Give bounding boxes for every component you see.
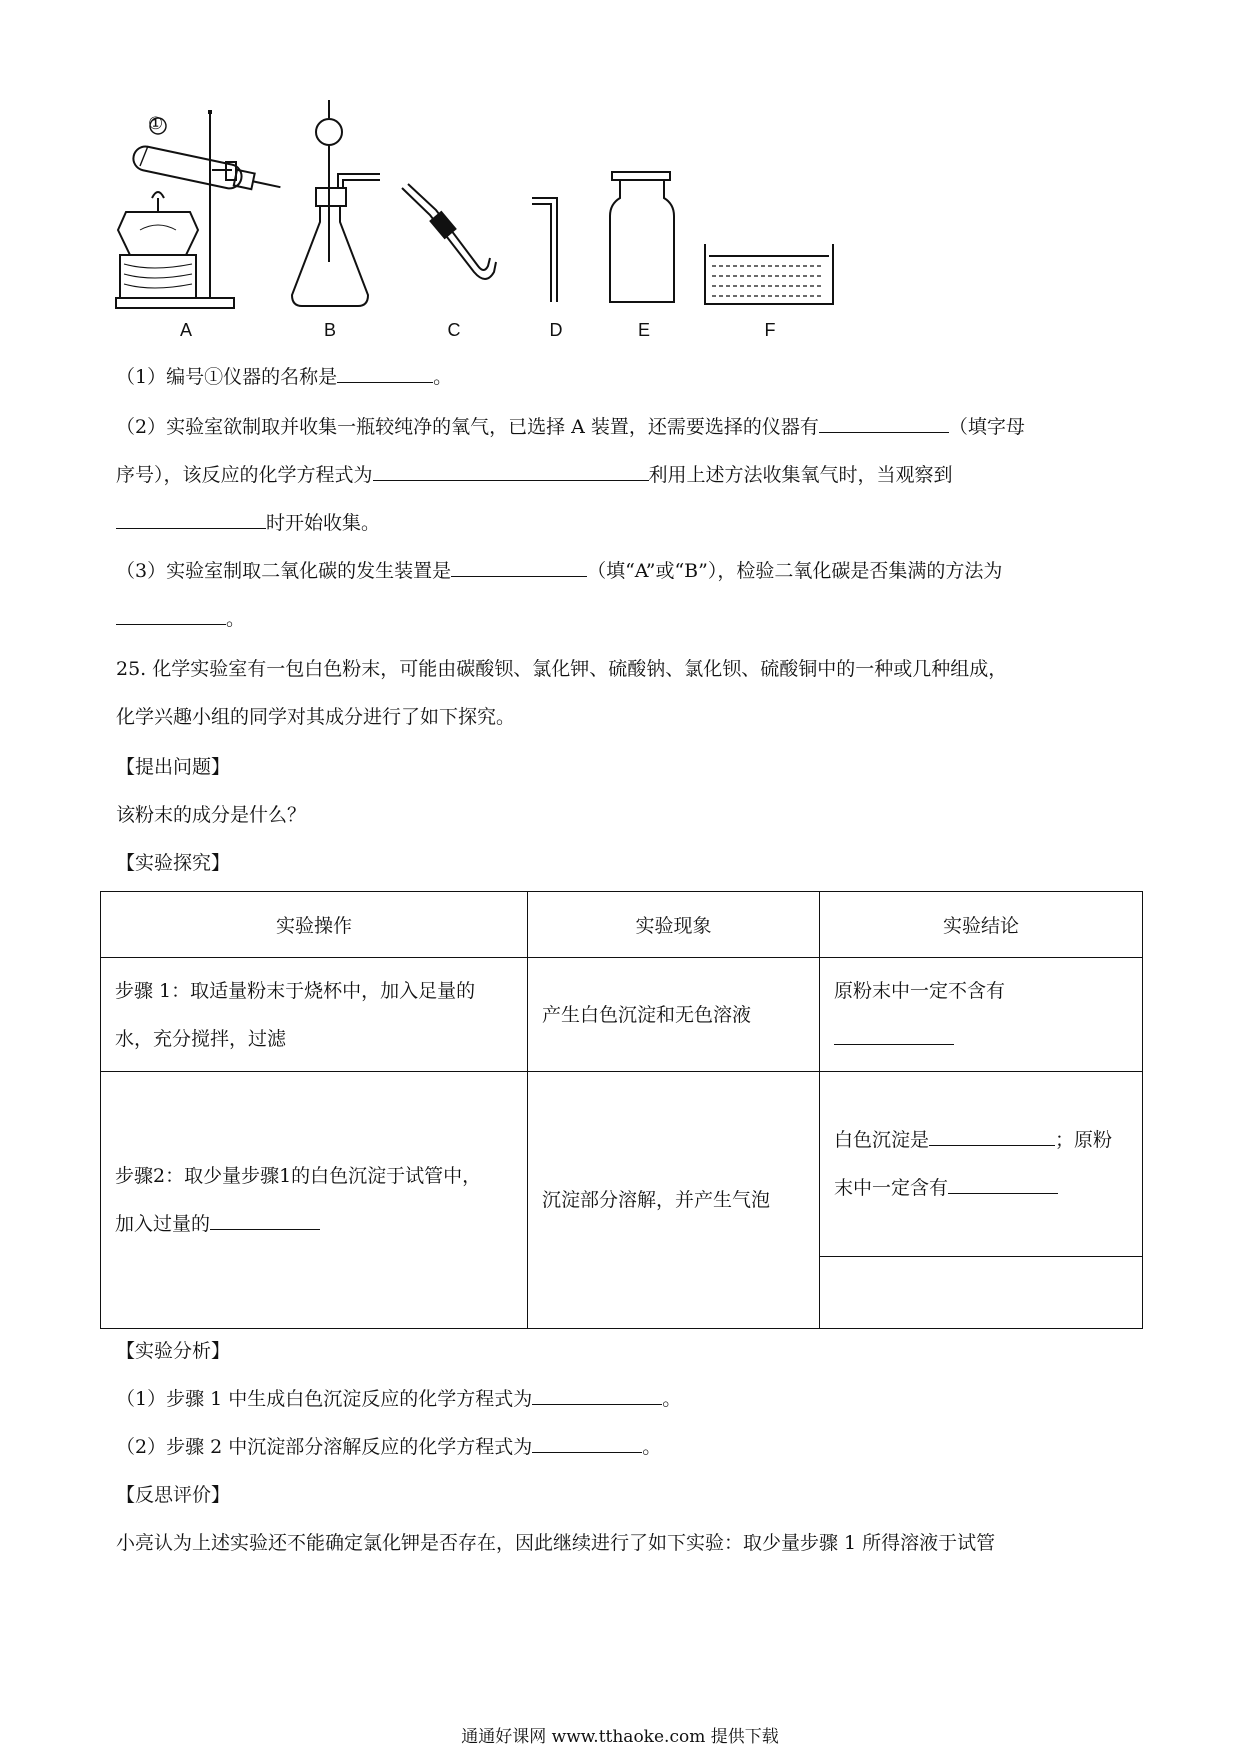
- answer-blank[interactable]: [532, 1432, 642, 1453]
- header-conclusion: 实验结论: [820, 892, 1143, 958]
- answer-blank[interactable]: [116, 604, 226, 625]
- page-footer: 通通好课网 www.tthaoke.com 提供下载: [461, 1727, 779, 1747]
- answer-blank[interactable]: [819, 412, 949, 433]
- answer-blank[interactable]: [929, 1125, 1055, 1146]
- answer-blank[interactable]: [948, 1173, 1058, 1194]
- row1-operation: 步骤 1：取适量粉末于烧杯中，加入足量的 水，充分搅拌，过滤: [101, 958, 528, 1072]
- figure-marker: ①: [148, 114, 164, 134]
- apparatus-label-c: C: [447, 320, 461, 340]
- table-row: [101, 958, 1143, 1072]
- answer-blank[interactable]: [834, 1024, 954, 1045]
- apparatus-label-f: F: [764, 320, 776, 340]
- q24-part3-line2: 。: [116, 604, 245, 634]
- row3-conclusion-empty: [820, 1257, 1143, 1329]
- row2-operation: 步骤2：取少量步骤1的白色沉淀于试管中， 加入过量的: [101, 1072, 528, 1329]
- analysis-2: （2）步骤 2 中沉淀部分溶解反应的化学方程式为 。: [116, 1432, 661, 1462]
- experiment-table: [100, 891, 1143, 1329]
- q24-part2-line3: 时开始收集。: [116, 508, 380, 538]
- answer-blank[interactable]: [116, 508, 266, 529]
- apparatus-label-b: B: [323, 320, 336, 340]
- header-phenomenon: 实验现象: [528, 892, 820, 958]
- apparatus-label-d: D: [549, 320, 563, 340]
- apparatus-label-e: E: [637, 320, 650, 340]
- apparatus-c-drawing: [402, 184, 496, 279]
- apparatus-e-drawing: [610, 172, 674, 302]
- q24-part2-line2: 序号），该反应的化学方程式为 利用上述方法收集氧气时，当观察到: [116, 460, 953, 490]
- q25-intro-line1: 25. 化学实验室有一包白色粉末，可能由碳酸钡、氯化钾、硫酸钠、氯化钡、硫酸铜中的一种或几种组成，: [116, 658, 1008, 680]
- table-header-row: [101, 892, 1143, 958]
- apparatus-f-drawing: [705, 244, 833, 304]
- apparatus-label-a: A: [179, 320, 192, 340]
- heading-analysis: 【实验分析】: [116, 1340, 231, 1362]
- heading-reflect: 【反思评价】: [116, 1484, 231, 1506]
- header-operation: 实验操作: [101, 892, 528, 958]
- q24-part3-line1: （3）实验室制取二氧化碳的发生装置是 （填“A”或“B”），检验二氧化碳是否集满的方法为: [116, 556, 1002, 586]
- heading-question: 【提出问题】: [116, 756, 231, 778]
- row1-phenomenon: 产生白色沉淀和无色溶液: [528, 958, 820, 1072]
- analysis-1: （1）步骤 1 中生成白色沉淀反应的化学方程式为 。: [116, 1384, 681, 1414]
- apparatus-figure: [0, 0, 1240, 320]
- apparatus-b-drawing: [292, 100, 380, 306]
- row2-phenomenon: 沉淀部分溶解，并产生气泡: [528, 1072, 820, 1329]
- row2-conclusion: 白色沉淀是 ；原粉 末中一定含有: [820, 1072, 1143, 1257]
- apparatus-d-drawing: [532, 198, 557, 302]
- q24-part2-line1: （2）实验室欲制取并收集一瓶较纯净的氧气，已选择 A 装置，还需要选择的仪器有 （填字母: [116, 412, 1025, 442]
- reflect-text: 小亮认为上述实验还不能确定氯化钾是否存在，因此继续进行了如下实验：取少量步骤 1 所得溶液于试管: [116, 1532, 996, 1554]
- answer-blank[interactable]: [210, 1209, 320, 1230]
- apparatus-a-drawing: [116, 110, 283, 308]
- answer-blank[interactable]: [337, 362, 433, 383]
- answer-blank[interactable]: [451, 556, 587, 577]
- answer-blank[interactable]: [373, 460, 649, 481]
- heading-explore: 【实验探究】: [116, 852, 231, 874]
- q24-part1: （1）编号①仪器的名称是 。: [116, 362, 452, 392]
- q25-intro-line2: 化学兴趣小组的同学对其成分进行了如下探究。: [116, 706, 516, 728]
- question-text: 该粉末的成分是什么？: [116, 804, 307, 826]
- answer-blank[interactable]: [532, 1384, 662, 1405]
- table-row: [101, 1072, 1143, 1257]
- row1-conclusion: 原粉末中一定不含有: [820, 958, 1143, 1072]
